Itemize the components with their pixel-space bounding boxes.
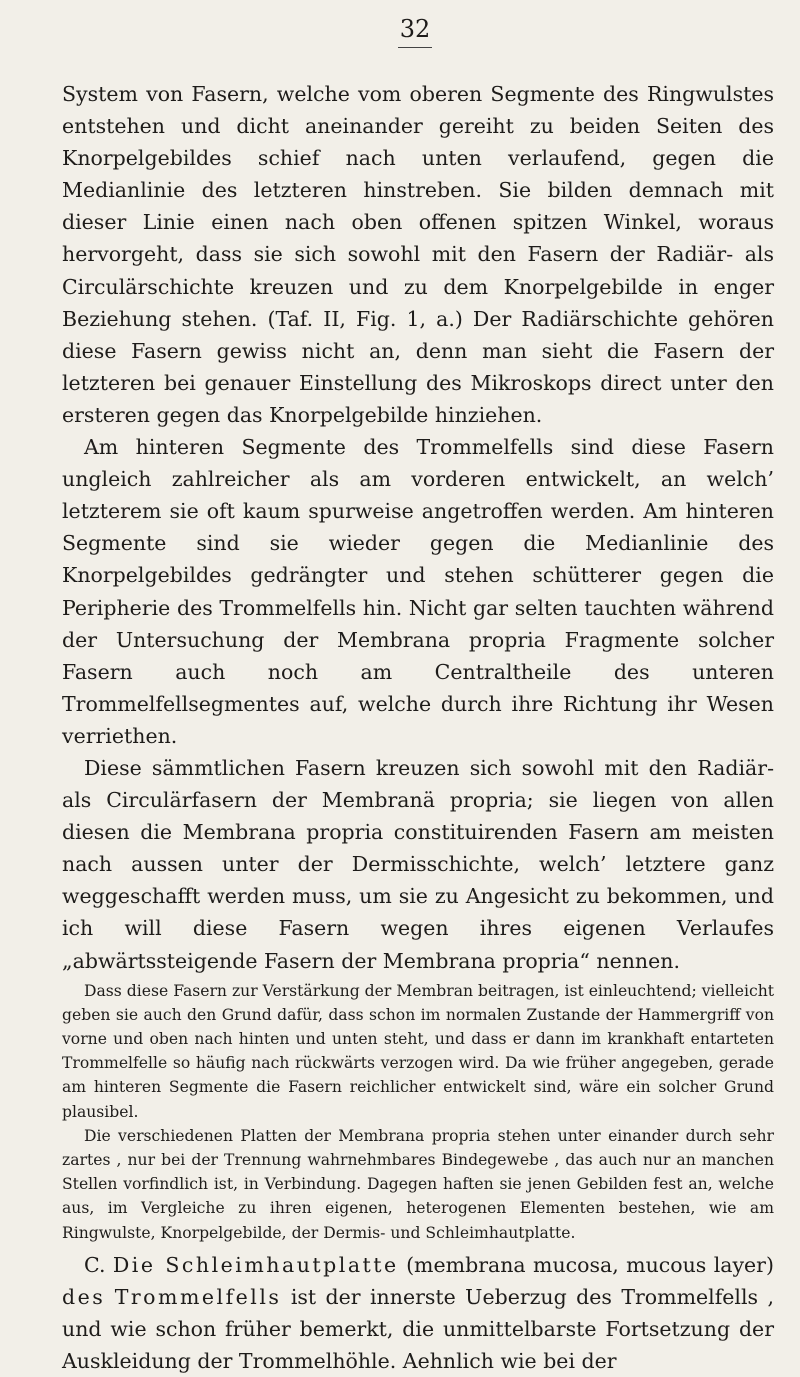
section-c-paragraph	[62, 1249, 774, 1377]
header-rule	[398, 47, 432, 48]
section-c-text: ist der innerste Ueberzug des Trommelfells , und wie schon früher bemerkt, die unmittelbarste Fortsetzung der Auskleidung der Trommelhöhle. Aehnlich wie bei der	[62, 1284, 774, 1374]
section-c-parenthetical: (membrana mucosa, mucous layer)	[406, 1252, 774, 1277]
section-c-trommelfells: Trommelfells	[114, 1284, 282, 1309]
paragraph-2: Am hinteren Segmente des Trommelfells sind diese Fasern ungleich zahlreicher als am vorderen entwickelt, an welch’ letzterem sie oft kaum spurweise angetroffen werden. Am hinteren Segmente sind sie wieder gegen die Medianlinie des Knorpelgebildes gedrängter und stehen schütterer gegen die Peripherie des Trommelfells hin. Nicht gar selten tauchten während der Untersuchung der Membrana propria Fragmente solcher Fasern auch noch am Centraltheile des unteren Trommelfellsegmentes auf, welche durch ihre Richtung ihr Wesen verriethen.	[62, 435, 774, 748]
paragraph-1: System von Fasern, welche vom oberen Segmente des Ringwulstes entstehen und dicht aneinander gereiht zu beiden Seiten des Knorpelgebildes schief nach unten verlaufend, gegen die Medianlinie des letzteren hinstreben. Sie bilden demnach mit dieser Linie einen nach oben offenen spitzen Winkel, woraus hervorgeht, dass sie sich sowohl mit den Fasern der Radiär- als Circulärschichte kreuzen und zu dem Knorpelgebilde in enger Beziehung stehen. (Taf. II, Fig. 1, a.) Der Radiärschichte gehören diese Fasern gewiss nicht an, denn man sieht die Fasern der letzteren bei genauer Einstellung des Mikroskops direct unter den ersteren gegen das Knorpelgebilde hinziehen.	[62, 82, 774, 427]
page-number: 32	[399, 15, 431, 43]
paragraph-3: Diese sämmtlichen Fasern kreuzen sich sowohl mit den Radiär- als Circulärfasern der Membranä propria; sie liegen von allen diesen die Membrana propria constituirenden Fasern am meisten nach aussen unter der Dermisschichte, welch’ letztere ganz weggeschafft werden muss, um sie zu Angesicht zu bekommen, und ich will diese Fasern wegen ihres eigenen Verlaufes „abwärtssteigende Fasern der Membrana propria“ nennen.	[62, 755, 774, 973]
body-text	[62, 78, 774, 1377]
note-2: Die verschiedenen Platten der Membrana propria stehen unter einander durch sehr zartes , nur bei der Trennung wahrnehmbares Bindegewebe , das auch nur an manchen Stellen vorfindlich ist, in Verbindung. Dagegen haften sie jenen Gebilden fest an, welche aus, im Vergleiche zu ihren eigenen, heterogenen Elementen bestehen, wie am Ringwulste, Knorpelgebilde, der Dermis- und Schleimhautplatte.	[62, 1126, 774, 1242]
notes	[62, 979, 774, 1245]
page	[62, 14, 774, 1377]
section-c-heading: Die Schleimhautplatte	[112, 1252, 399, 1277]
section-c-letter: C.	[84, 1252, 106, 1277]
note-1: Dass diese Fasern zur Verstärkung der Membran beitragen, ist einleuchtend; vielleicht geben sie auch den Grund dafür, dass schon im normalen Zustande der Hammergriff von vorne und oben nach hinten und unten steht, und dass er dann im krankhaft entarteten Trommelfelle so häufig nach rückwärts verzogen wird. Da wie früher angegeben, gerade am hinteren Segmente die Fasern reichlicher entwickelt sind, wäre ein solcher Grund plausibel.	[62, 981, 774, 1121]
section-c-des: des	[62, 1284, 106, 1309]
